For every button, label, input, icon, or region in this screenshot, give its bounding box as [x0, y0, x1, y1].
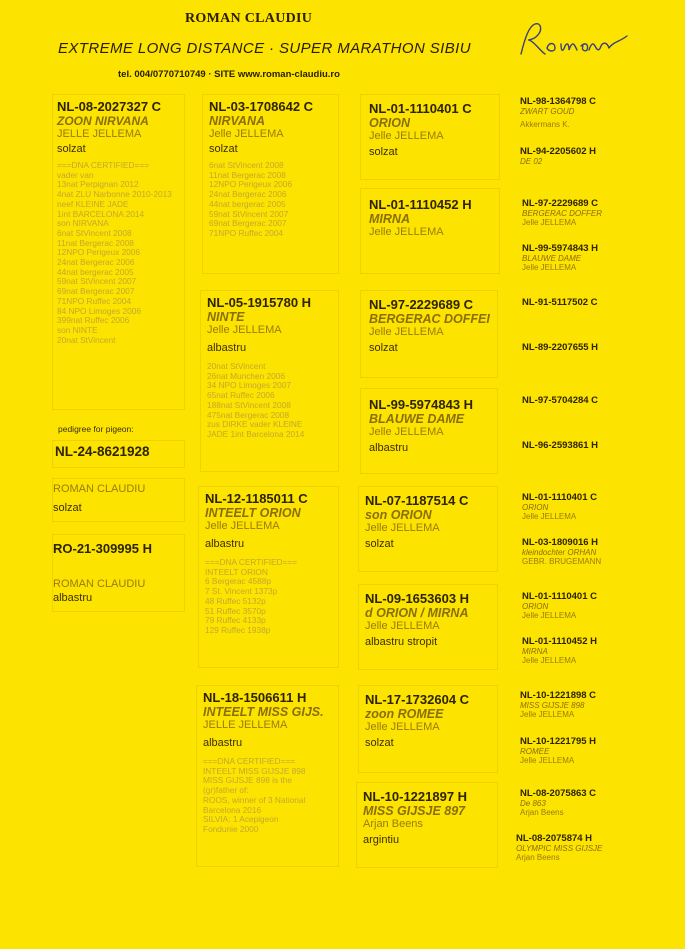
- gen4-id: NL-10-1221795 H: [520, 736, 597, 747]
- pigeon-owner: ROMAN CLAUDIU: [53, 483, 146, 495]
- gen2-id: NL-18-1506611 H: [203, 690, 307, 705]
- gen4-name: MIRNA: [522, 647, 548, 656]
- gen3-card: [358, 486, 498, 572]
- gen3-id: NL-97-2229689 C: [369, 297, 474, 312]
- pedigree-label: pedigree for pigeon:: [58, 424, 134, 434]
- gen4-name: ROMEE: [520, 747, 550, 756]
- gen4-name: BLAUWE DAME: [522, 254, 582, 263]
- gen4-id: NL-97-2229689 C: [522, 198, 599, 209]
- gen4-entry: [522, 591, 662, 620]
- gen3-id: NL-09-1653603 H: [365, 591, 470, 606]
- gen4-owner: Arjan Beens: [516, 853, 560, 862]
- gen3-owner: Jelle JELLEMA: [369, 426, 444, 438]
- gen3-card: [358, 584, 498, 670]
- gen4-entry: [522, 537, 662, 566]
- gen3-id: NL-99-5974843 H: [369, 397, 474, 412]
- gen4-name: kleindochter ORHAN: [522, 548, 597, 557]
- gen2-id: NL-03-1708642 C: [209, 99, 314, 114]
- gen4-entry: [522, 243, 662, 272]
- gen2-card: [196, 685, 339, 867]
- gen2-name: NIRVANA: [209, 114, 266, 128]
- gen3-owner: Jelle JELLEMA: [365, 522, 440, 534]
- gen2-id: NL-05-1915780 H: [207, 295, 312, 310]
- gen2-color: albastru: [203, 737, 243, 749]
- sire-id: NL-08-2027327 C: [57, 99, 162, 114]
- gen3-name: ORION: [369, 116, 410, 130]
- gen3-card: [360, 388, 498, 474]
- gen4-id: NL-01-1110452 H: [522, 636, 597, 647]
- gen2-name: INTEELT ORION: [205, 506, 301, 520]
- gen3-id: NL-01-1110452 H: [369, 197, 472, 212]
- gen4-name: DE 02: [520, 157, 543, 166]
- sire-name: ZOON NIRVANA: [57, 114, 149, 128]
- gen3-name: MISS GIJSJE 897: [363, 804, 466, 818]
- gen4-owner: Jelle JELLEMA: [522, 263, 577, 272]
- gen2-owner: JELLE JELLEMA: [203, 719, 288, 731]
- gen4-entry: [522, 342, 662, 353]
- gen2-card: [198, 486, 339, 668]
- gen3-color: solzat: [369, 342, 398, 354]
- gen4-owner: Jelle JELLEMA: [520, 710, 575, 719]
- sire-color: solzat: [57, 143, 86, 155]
- gen4-owner: Jelle JELLEMA: [522, 656, 577, 665]
- gen3-color: solzat: [369, 146, 398, 158]
- page-subtitle: EXTREME LONG DISTANCE · SUPER MARATHON SIBIU: [58, 40, 471, 57]
- gen4-entry: [522, 440, 662, 451]
- gen3-card: [356, 782, 498, 868]
- gen4-id: NL-01-1110401 C: [522, 492, 597, 503]
- gen2-color: solzat: [209, 143, 238, 155]
- contact-line: tel. 004/0770710749 · SITE www.roman-claudiu.ro: [118, 69, 340, 80]
- gen4-id: NL-91-5117502 C: [522, 297, 598, 308]
- gen4-id: NL-08-2075874 H: [516, 833, 593, 844]
- gen2-name: INTEELT MISS GIJS.: [203, 705, 324, 719]
- gen4-id: NL-01-1110401 C: [522, 591, 597, 602]
- gen4-name: De 863: [520, 799, 546, 808]
- gen4-entry: [520, 146, 660, 166]
- gen4-id: NL-97-5704284 C: [522, 395, 599, 406]
- gen4-entry: [522, 492, 662, 521]
- gen3-id: NL-01-1110401 C: [369, 101, 472, 116]
- gen3-id: NL-07-1187514 C: [365, 493, 469, 508]
- sire-notes: ===DNA CERTIFIED=== vader van 13nat Perpignan 2012 4nat ZLU Narbonne 2010-2013 neef KLEINE JADE 1int BARCELONA 2014 son NIRVANA 6nat StVincent 2008 11nat Bergerac 2008 12NPO Perigeux 2006 24nat Bergerac 2006 44nat bergerac 2005 59nat StVincent 2007 69nat Bergerac 2007 71NPO Ruffec 2004 84 NPO Limoges 2006 399nat Ruffec 2006 son NINTE 20nat StVincent: [57, 160, 172, 345]
- gen4-owner: Jelle JELLEMA: [522, 512, 577, 521]
- gen2-notes: ===DNA CERTIFIED=== INTEELT ORION 6 Bergerac 4588p 7 St. Vincent 1373p 48 Ruffec 5132p 51 Ruffec 3570p 79 Ruffec 4133p 129 Ruffec 1938p: [205, 557, 298, 635]
- gen4-entry: [522, 636, 662, 665]
- gen3-card: [358, 685, 498, 773]
- gen4-entry: [520, 736, 660, 765]
- gen2-notes: 6nat StVincent 2008 11nat Bergerac 2008 12NPO Perigeux 2006 24nat Bergerac 2006 44nat bergerac 2005 59nat StVincent 2007 69nat Bergerac 2007 71NPO Ruffec 2004: [209, 160, 293, 238]
- gen2-color: albastru: [207, 342, 247, 354]
- gen4-name: OLYMPIC MISS GIJSJE: [516, 844, 603, 853]
- gen4-id: NL-98-1364798 C: [520, 96, 597, 107]
- gen3-card: [360, 188, 500, 274]
- signature-image: [515, 18, 635, 60]
- gen3-name: MIRNA: [369, 212, 410, 226]
- dam-color: albastru: [53, 592, 93, 604]
- gen2-notes: ===DNA CERTIFIED=== INTEELT MISS GIJSJE 898 MISS GIJSJE 898 is the (gr)father of: ROOS, winner of 3 National Barcelona 2016 SILVIA: 1 Acepigeon Fondunie 2000: [203, 756, 306, 834]
- gen4-id: NL-89-2207655 H: [522, 342, 599, 353]
- gen2-card: [202, 94, 339, 274]
- gen3-name: BLAUWE DAME: [369, 412, 465, 426]
- gen3-name: d ORION / MIRNA: [365, 606, 469, 620]
- pigeon-color: solzat: [53, 502, 82, 514]
- gen2-card: [200, 290, 339, 472]
- dam-card: [52, 534, 185, 612]
- dam-id: RO-21-309995 H: [53, 541, 152, 556]
- gen4-name: ZWART GOUD: [520, 107, 575, 116]
- gen4-owner: Jelle JELLEMA: [520, 756, 575, 765]
- dam-owner: ROMAN CLAUDIU: [53, 578, 146, 590]
- gen4-owner: Arjan Beens: [520, 808, 564, 817]
- gen3-owner: Jelle JELLEMA: [369, 226, 444, 238]
- breeder-name: ROMAN CLAUDIU: [185, 11, 313, 26]
- gen4-entry: [522, 395, 662, 406]
- gen4-entry: [522, 297, 662, 308]
- gen2-owner: Jelle JELLEMA: [205, 520, 280, 532]
- gen4-entry: [522, 198, 662, 227]
- gen2-owner: Jelle JELLEMA: [207, 324, 282, 336]
- gen2-notes: 20nat StVincent 26nat Munchen 2006 34 NPO Limoges 2007 65nat Ruffec 2006 188nat StVincent 2008 475nat Bergerac 2008 zus DIRKE vader KLEINE JADE 1int Barcelona 2014: [207, 361, 305, 439]
- gen3-color: solzat: [365, 538, 394, 550]
- gen4-owner: GEBR. BRUGEMANN: [522, 557, 602, 566]
- gen3-color: argintiu: [363, 834, 400, 846]
- gen3-color: solzat: [365, 737, 394, 749]
- gen4-entry: [520, 690, 660, 719]
- gen3-name: zoon ROMEE: [365, 707, 444, 721]
- gen2-name: NINTE: [207, 310, 245, 324]
- pigeon-id: NL-24-8621928: [55, 444, 150, 459]
- gen3-name: son ORION: [365, 508, 432, 522]
- gen4-id: NL-08-2075863 C: [520, 788, 597, 799]
- gen4-entry: [516, 833, 666, 862]
- gen3-owner: Jelle JELLEMA: [365, 620, 440, 632]
- gen3-owner: Jelle JELLEMA: [365, 721, 440, 733]
- pigeon-owner-card: [52, 478, 185, 522]
- pigeon-card: [52, 440, 185, 468]
- gen3-card: [360, 94, 500, 180]
- gen2-color: albastru: [205, 538, 245, 550]
- gen4-entry: [520, 96, 660, 129]
- gen3-color: albastru: [369, 442, 409, 454]
- sire-owner: JELLE JELLEMA: [57, 128, 142, 140]
- gen4-id: NL-03-1809016 H: [522, 537, 599, 548]
- gen3-owner: Arjan Beens: [363, 818, 423, 830]
- gen4-entry: [520, 788, 660, 817]
- gen4-id: NL-94-2205602 H: [520, 146, 597, 157]
- gen4-name: ORION: [522, 503, 549, 512]
- gen3-card: [360, 290, 498, 378]
- gen4-id: NL-10-1221898 C: [520, 690, 597, 701]
- gen3-name: BERGERAC DOFFEI: [369, 312, 490, 326]
- gen3-id: NL-17-1732604 C: [365, 692, 470, 707]
- gen4-owner: Jelle JELLEMA: [522, 218, 577, 227]
- gen4-name: ORION: [522, 602, 549, 611]
- gen4-name: BERGERAC DOFFER: [522, 209, 603, 218]
- gen4-id: NL-99-5974843 H: [522, 243, 599, 254]
- gen2-id: NL-12-1185011 C: [205, 491, 308, 506]
- gen4-id: NL-96-2593861 H: [522, 440, 599, 451]
- gen4-owner: Akkermans K.: [520, 120, 570, 129]
- sire-card: [52, 94, 185, 410]
- gen4-owner: Jelle JELLEMA: [522, 611, 577, 620]
- gen2-owner: Jelle JELLEMA: [209, 128, 284, 140]
- gen3-owner: Jelle JELLEMA: [369, 130, 444, 142]
- gen3-color: albastru stropit: [365, 636, 438, 648]
- gen3-owner: Jelle JELLEMA: [369, 326, 444, 338]
- gen3-id: NL-10-1221897 H: [363, 789, 468, 804]
- gen4-name: MISS GIJSJE 898: [520, 701, 585, 710]
